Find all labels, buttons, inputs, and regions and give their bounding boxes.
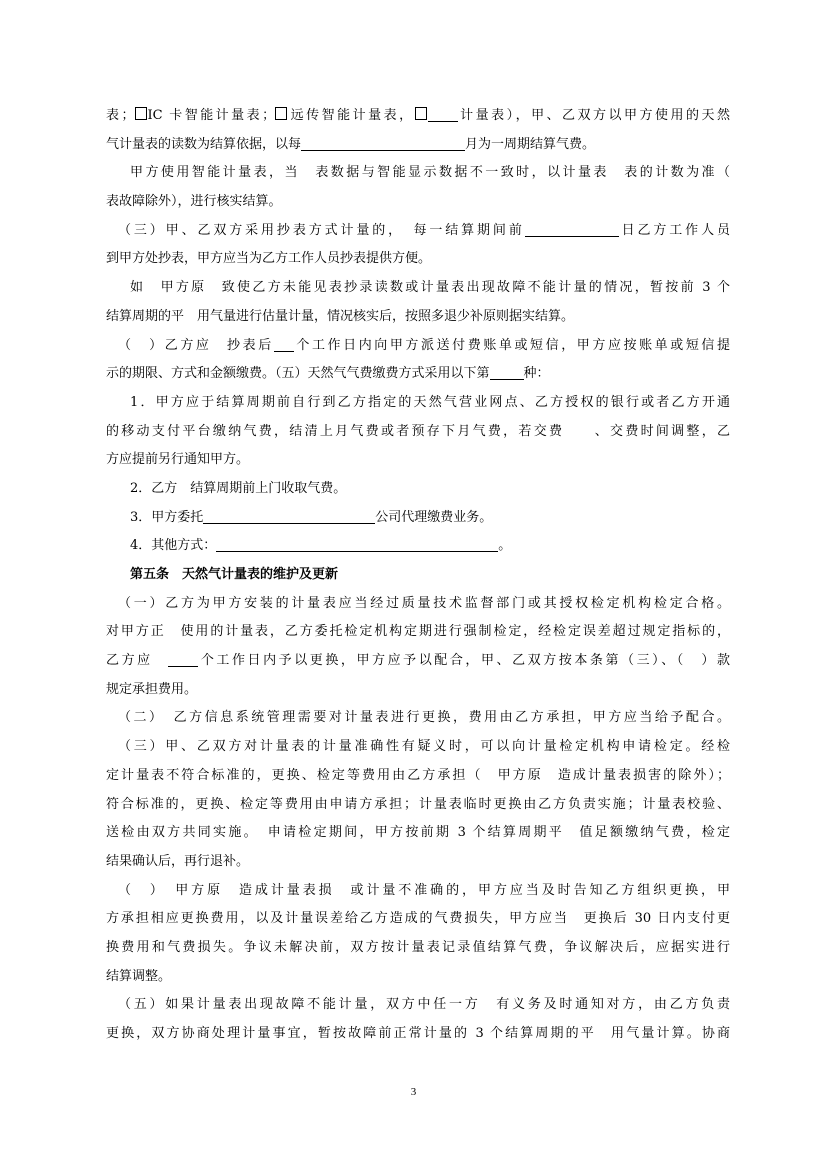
text-segment: 对甲方正 使用的计量表，乙方委托检定机构定期进行强制检定，经检定误差超过规定指标的， [106, 624, 730, 640]
text-line [106, 245, 730, 274]
text-segment: 。 [498, 538, 512, 554]
text-line [106, 446, 730, 475]
text-line [106, 934, 730, 963]
text-line [106, 647, 730, 676]
fill-in-blank [301, 135, 465, 151]
text-segment: （五）如果计量表出现故障不能计量，双方中任一方 有义务及时通知对方，由乙方负责 [118, 997, 730, 1013]
text-line [106, 762, 730, 791]
text-line [106, 475, 730, 504]
text-segment: 公司代理缴费业务。 [375, 509, 493, 525]
text-segment: 个工作日内向甲方派送付费账单或短信，甲方应按账单或短信提 [293, 337, 730, 353]
checkbox-icon [135, 107, 147, 120]
text-segment: 计量表），甲、乙双方以甲方使用的天然 [457, 108, 730, 123]
text-line [106, 274, 730, 303]
text-line [106, 159, 730, 188]
text-segment: （三）甲、乙双方采用抄表方式计量的， 每一结算期间前 [118, 222, 525, 238]
text-segment: 种： [523, 366, 550, 382]
text-segment: 日乙方工作人员 [618, 222, 730, 238]
text-line [106, 618, 730, 647]
text-segment: 3．甲方委托 [130, 509, 204, 525]
text-line [106, 704, 730, 733]
text-segment: 2．乙方 结算周期前上门收取气费。 [130, 480, 347, 496]
text-segment: 结果确认后，再行退补。 [106, 853, 250, 869]
text-segment: 个工作日内予以更换，甲方应予以配合，甲、乙双方按本条第（三）、（ ）款 [198, 653, 730, 669]
text-segment: 乙方应 [106, 653, 169, 669]
text-segment: （一）乙方为甲方安装的计量表应当经过质量技术监督部门或其授权检定机构检定合格。 [118, 595, 730, 611]
text-segment: （ ） 甲方原 造成计量表损 或计量不准确的，甲方应当及时告知乙方组织更换，甲 [118, 882, 730, 898]
text-line [106, 561, 730, 590]
text-line [106, 102, 730, 131]
text-line [106, 418, 730, 447]
text-line [106, 131, 730, 160]
text-segment: 表故障除外），进行核实结算。 [106, 194, 282, 210]
text-segment: 结算周期的平 用气量进行估量计量，情况核实后，按照多退少补原则据实结算。 [106, 308, 575, 324]
text-line [106, 590, 730, 619]
text-line [106, 963, 730, 992]
text-segment: 方承担相应更换费用，以及计量误差给乙方造成的气费损失，甲方应当 更换后 30 日内支付更 [106, 911, 730, 927]
text-segment: 气计量表的读数为结算依据，以每 [106, 136, 302, 152]
text-line [106, 532, 730, 561]
fill-in-blank [490, 364, 524, 380]
text-line [106, 791, 730, 820]
text-line [106, 389, 730, 418]
document-body [106, 102, 730, 1049]
text-line [106, 217, 730, 246]
text-segment: 送检由双方共同实施。 申请检定期间，甲方按前期 3 个结算周期平 值足额缴纳气费，检定 [106, 825, 730, 841]
text-line [106, 676, 730, 705]
text-segment: 结算调整。 [106, 968, 172, 984]
text-line [106, 1020, 730, 1049]
text-segment: 定计量表不符合标准的，更换、检定等费用由乙方承担（ 甲方原 造成计量表损害的除外）； [106, 767, 730, 783]
text-segment: 如 甲方原 致使乙方未能见表抄录读数或计量表出现故障不能计量的情况，暂按前 3 个 [130, 280, 730, 296]
text-segment: 换费用和气费损失。争议未解决前，双方按计量表记录值结算气费，争议解决后，应据实进行 [106, 939, 730, 955]
text-segment: 规定承担费用。 [106, 681, 198, 697]
text-line [106, 504, 730, 533]
text-line [106, 733, 730, 762]
text-segment: 符合标准的，更换、检定等费用由申请方承担；计量表临时更换由乙方负责实施；计量表校验、 [106, 796, 730, 812]
text-segment: 甲方使用智能计量表，当 表数据与智能显示数据不一致时，以计量表 表的计数为准（ [130, 165, 730, 181]
fill-in-blank [274, 336, 294, 352]
fill-in-blank [525, 221, 619, 237]
text-segment: 月为一周期结算气费。 [465, 136, 596, 152]
text-line [106, 848, 730, 877]
text-segment: 方应提前另行通知甲方。 [106, 452, 250, 468]
text-line [106, 877, 730, 906]
text-segment: 的移动支付平台缴纳气费，结清上月气费或者预存下月气费，若交费 、交费时间调整，乙 [106, 423, 730, 439]
text-segment: 表； [106, 108, 135, 123]
text-line [106, 819, 730, 848]
text-segment: 4．其他方式： [130, 538, 217, 554]
text-line [106, 991, 730, 1020]
checkbox-icon [275, 107, 287, 120]
text-segment: 更换，双方协商处理计量事宜，暂按故障前正常计量的 3 个结算周期的平 用气量计算。协商 [106, 1026, 730, 1041]
checkbox-icon [415, 107, 427, 120]
text-segment: （三）甲、乙双方对计量表的计量准确性有疑义时，可以向计量检定机构申请检定。经检 [118, 739, 730, 755]
fill-in-blank [428, 106, 458, 122]
text-line [106, 905, 730, 934]
fill-in-blank [203, 508, 375, 524]
page-number: 3 [410, 1086, 417, 1098]
text-segment: 第五条 天然气计量表的维护及更新 [130, 567, 339, 582]
text-segment: 到甲方处抄表，甲方应当为乙方工作人员抄表提供方便。 [106, 251, 432, 267]
text-line [106, 188, 730, 217]
fill-in-blank [216, 536, 498, 552]
text-segment: 1．甲方应于结算周期前自行到乙方指定的天然气营业网点、乙方授权的银行或者乙方开通 [130, 394, 730, 410]
text-segment: IC 卡智能计量表； [147, 108, 276, 123]
text-line [106, 303, 730, 332]
text-segment: 示的期限、方式和金额缴费。（五）天然气气费缴费方式采用以下第 [106, 366, 490, 382]
fill-in-blank [168, 651, 198, 667]
text-line [106, 360, 730, 389]
text-line [106, 332, 730, 361]
text-segment: 远传智能计量表， [288, 108, 415, 123]
text-segment: （ ）乙方应 抄表后 [118, 337, 274, 353]
text-segment: （二） 乙方信息系统管理需要对计量表进行更换，费用由乙方承担，甲方应当给予配合。 [118, 710, 730, 726]
